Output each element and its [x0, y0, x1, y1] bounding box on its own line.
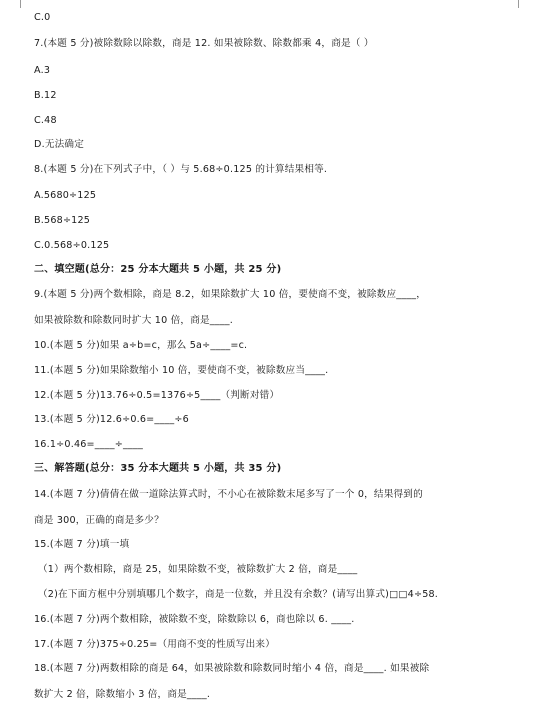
question-17: 17.(本题 7 分)375÷0.25=（用商不变的性质写出来）	[34, 639, 276, 650]
question-14: 14.(本题 7 分)倩倩在做一道除法算式时，不小心在被除数末尾多写了一个 0，结果得到的	[34, 489, 423, 500]
option-c-q8: C.0.568÷0.125	[34, 240, 110, 251]
question-16: 16.(本题 7 分)两个数相除，被除数不变，除数除以 6，商也除以 6. ____.	[34, 614, 355, 625]
option-a-q7: A.3	[34, 65, 51, 76]
margin-mark-left	[20, 0, 21, 8]
question-8: 8.(本题 5 分)在下列式子中，（ ）与 5.68÷0.125 的计算结果相等.	[34, 164, 328, 175]
question-15-part-2: （2)在下面方框中分别填哪几个数字，商是一位数，并且没有余数？(请写出算式)□□4÷58.	[38, 589, 439, 600]
question-12: 12.(本题 5 分)13.76÷0.5=1376÷5____（判断对错）	[34, 390, 280, 401]
question-18-cont: 数扩大 2 倍，除数缩小 3 倍，商是____.	[34, 689, 211, 700]
section-heading-solve: 三、解答题(总分：35 分本大题共 5 小题，共 35 分)	[34, 463, 282, 474]
option-b-q8: B.568÷125	[34, 215, 91, 226]
question-14-cont: 商是 300，正确的商是多少？	[34, 515, 164, 526]
question-16-fill: 16.1÷0.46=____÷____	[34, 439, 144, 450]
option-d-q7: D.无法确定	[34, 139, 85, 150]
question-10: 10.(本题 5 分)如果 a÷b=c，那么 5a÷____=c.	[34, 340, 248, 351]
margin-mark-right	[518, 0, 519, 8]
option-a-q8: A.5680÷125	[34, 190, 97, 201]
question-11: 11.(本题 5 分)如果除数缩小 10 倍，要使商不变，被除数应当____.	[34, 365, 329, 376]
section-heading-fill-in: 二、填空题(总分：25 分本大题共 5 小题，共 25 分)	[34, 264, 282, 275]
question-7: 7.(本题 5 分)被除数除以除数，商是 12. 如果被除数、除数都乘 4，商是（ ）	[34, 38, 374, 49]
question-13: 13.(本题 5 分)12.6÷0.6=____÷6	[34, 414, 189, 425]
question-15-part-1: （1）两个数相除，商是 25，如果除数不变，被除数扩大 2 倍，商是____	[38, 564, 358, 575]
option-b-q7: B.12	[34, 90, 57, 101]
option-c-q6: C.0	[34, 12, 51, 23]
question-18: 18.(本题 7 分)两数相除的商是 64，如果被除数和除数同时缩小 4 倍，商是____. 如果被除	[34, 663, 430, 674]
question-9: 9.(本题 5 分)两个数相除，商是 8.2，如果除数扩大 10 倍，要使商不变，被除数应____，	[34, 289, 427, 300]
question-9-cont: 如果被除数和除数同时扩大 10 倍，商是____.	[34, 315, 234, 326]
option-c-q7: C.48	[34, 115, 57, 126]
question-15: 15.(本题 7 分)填一填	[34, 539, 130, 550]
